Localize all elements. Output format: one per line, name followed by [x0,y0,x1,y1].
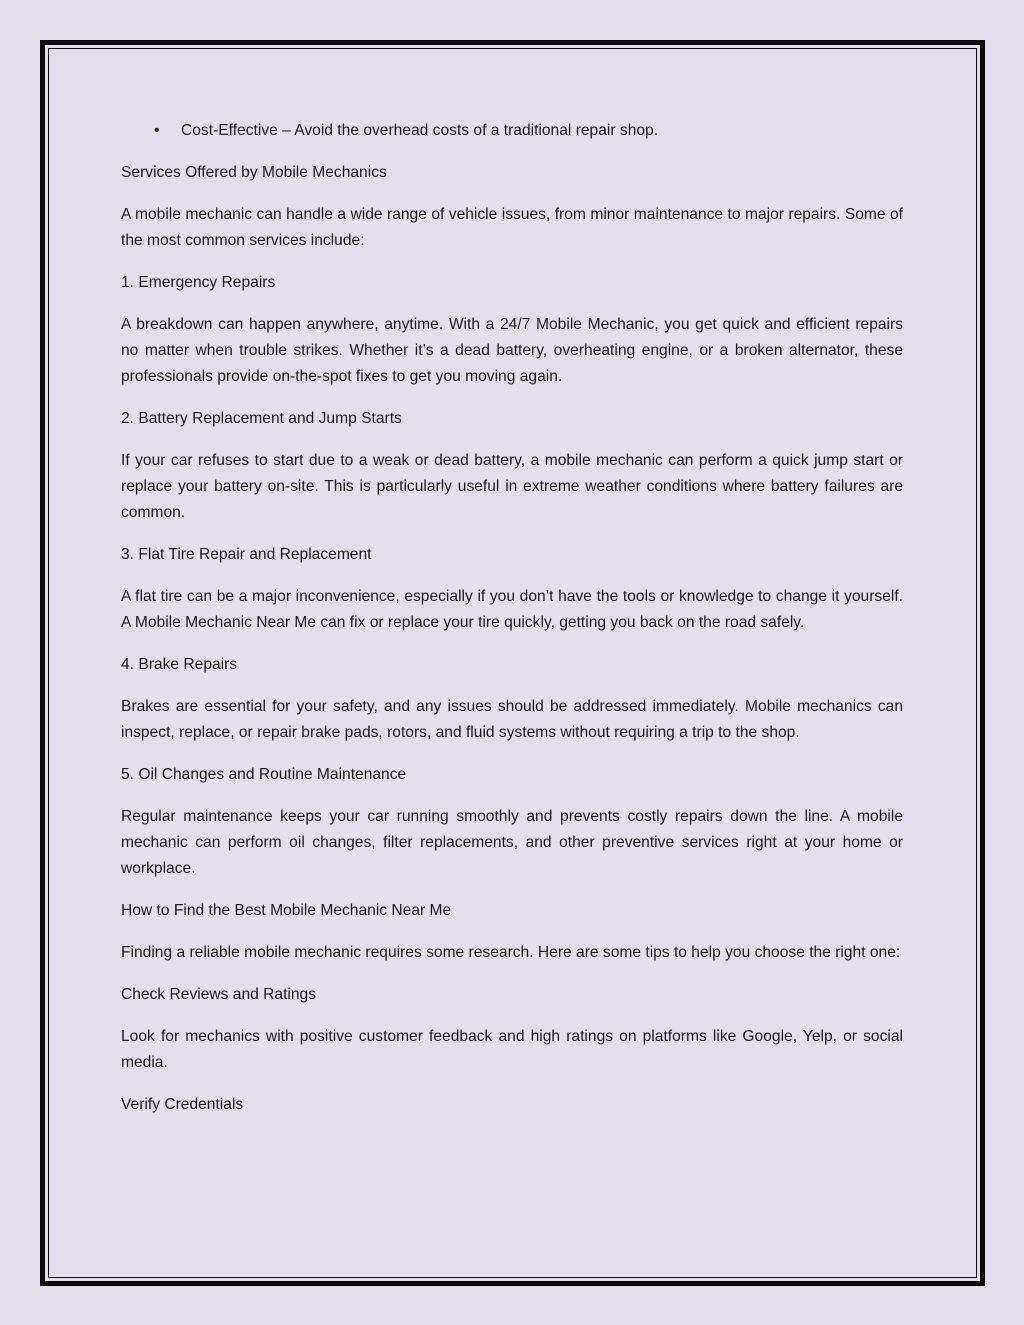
heading-flat-tire: 3. Flat Tire Repair and Replacement [121,546,372,563]
paragraph-oil-changes: Regular maintenance keeps your car running smoothly and prevents costly repairs down the line. A mobile mechanic can perform oil changes, filter replacements, and other preventive services right at your home or workplace. [121,808,903,877]
heading-battery-replacement: 2. Battery Replacement and Jump Starts [121,410,402,427]
paragraph-emergency-repairs: A breakdown can happen anywhere, anytime. With a 24/7 Mobile Mechanic, you get quick and efficient repairs no matter when trouble strikes. Whether it’s a dead battery, overheating engine, or a broken alternator, these professionals provide on-the-spot fixes to get you moving again. [121,316,903,385]
paragraph-services-intro: A mobile mechanic can handle a wide range of vehicle issues, from minor maintenance to major repairs. Some of the most common services include: [121,206,903,249]
section-heading-find-mechanic: How to Find the Best Mobile Mechanic Near Me [121,902,452,919]
paragraph-check-reviews: Look for mechanics with positive customer feedback and high ratings on platforms like Google, Yelp, or social media. [121,1028,903,1071]
paragraph-brake-repairs: Brakes are essential for your safety, and any issues should be addressed immediately. Mobile mechanics can inspect, replace, or repair brake pads, rotors, and fluid systems without requiring a trip to the shop. [121,698,903,741]
paragraph-find-mechanic: Finding a reliable mobile mechanic requires some research. Here are some tips to help you choose the right one: [121,944,901,961]
heading-brake-repairs: 4. Brake Repairs [121,656,238,673]
bullet-icon: • [154,122,160,139]
bullet-item [121,118,903,144]
heading-emergency-repairs: 1. Emergency Repairs [121,274,276,291]
paragraph-flat-tire: A flat tire can be a major inconvenience, especially if you don’t have the tools or knowledge to change it yourself. A Mobile Mechanic Near Me can fix or replace your tire quickly, getting you back on the road safely. [121,588,903,631]
heading-check-reviews: Check Reviews and Ratings [121,986,317,1003]
heading-oil-changes: 5. Oil Changes and Routine Maintenance [121,766,407,783]
section-heading-services: Services Offered by Mobile Mechanics [121,164,387,181]
bullet-text: Cost-Effective – Avoid the overhead costs of a traditional repair shop. [181,122,659,139]
document-body [121,118,903,1134]
heading-verify-credentials: Verify Credentials [121,1096,244,1113]
paragraph-battery-replacement: If your car refuses to start due to a weak or dead battery, a mobile mechanic can perform a quick jump start or replace your battery on-site. This is particularly useful in extreme weather conditions where battery failures are common. [121,452,903,521]
